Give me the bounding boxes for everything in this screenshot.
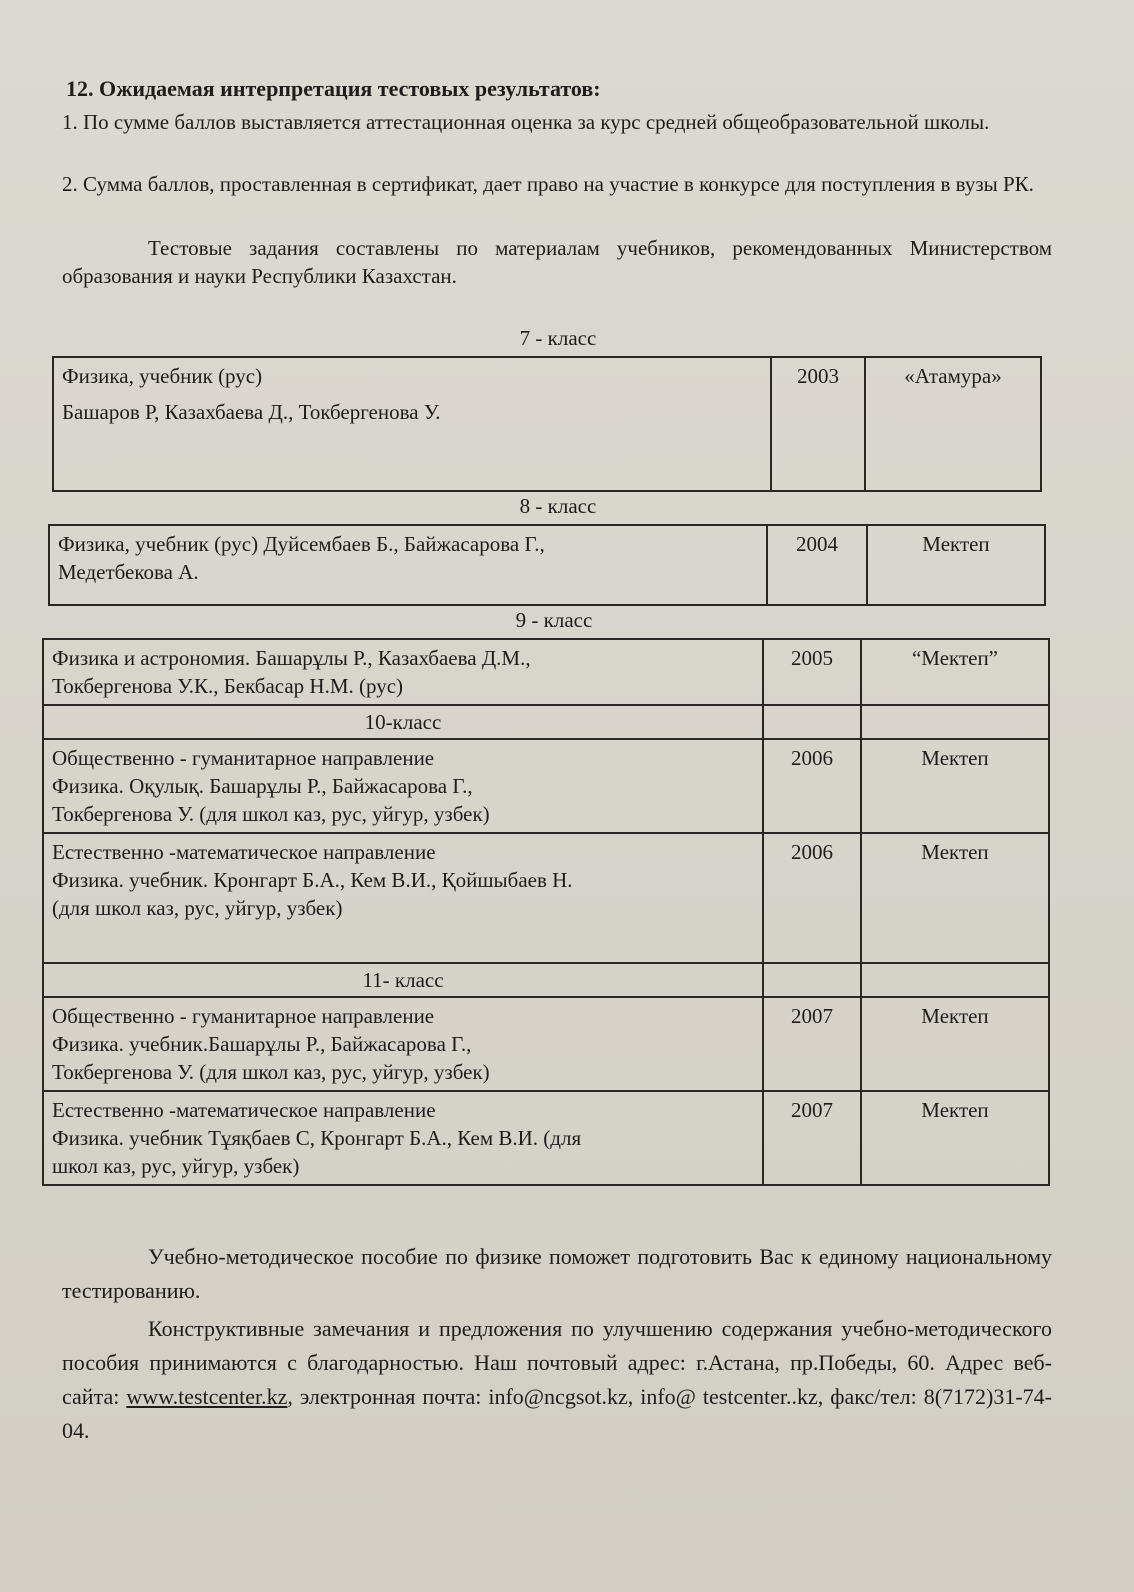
grade-7-label: 7 - класс	[519, 326, 597, 350]
book-year: 2003	[771, 357, 865, 491]
grade-11-header-row	[43, 963, 1049, 997]
grade-8-table	[48, 524, 1046, 606]
book-publisher: Мектеп	[861, 833, 1049, 963]
book-description	[43, 639, 763, 705]
book-authors-line: школ каз, рус, уйгур, узбек)	[52, 1154, 300, 1178]
book-title-line: Физика. учебник.Башарұлы Р., Байжасарова Г.,	[52, 1032, 472, 1056]
book-title-line: Физика и астрономия. Башарұлы Р., Казахбаева Д.М.,	[52, 646, 531, 670]
grade-9-11-table	[42, 638, 1050, 1186]
book-direction-line: Общественно - гуманитарное направление	[52, 746, 435, 770]
table-row	[43, 739, 1049, 833]
interpretation-item-1: 1. По сумме баллов выставляется аттестационная оценка за курс средней общеобразовательной школы.	[62, 110, 990, 134]
closing-paragraph-1: Учебно-методическое пособие по физике поможет подготовить Вас к единому национальному тестированию.	[62, 1244, 1052, 1303]
intro-paragraph: Тестовые задания составлены по материалам учебников, рекомендованных Министерством образования и науки Республики Казахстан.	[62, 236, 1052, 288]
empty-cell	[763, 963, 861, 997]
contact-info: , электронная почта: info@ncgsot.kz, info@ testcenter..kz, факс/тел: 8(7172)31-74-04.	[62, 1384, 1053, 1443]
book-title-line: Физика. учебник. Кронгарт Б.А., Кем В.И., Қойшыбаев Н.	[52, 868, 573, 892]
closing-text: Конструктивные замечания и предложения по улучшению содержания учебно-методического пособия принимаются с благодарностью. Наш почтовый адрес: г.Астана, пр.Победы, 60. Адрес веб-сайта:	[62, 1316, 1052, 1409]
book-direction-line: Общественно - гуманитарное направление	[52, 1004, 435, 1028]
table-row	[43, 639, 1049, 705]
book-year: 2004	[767, 525, 867, 605]
book-authors-line: Медетбекова А.	[58, 560, 199, 584]
table-row	[53, 357, 1041, 491]
table-row	[43, 1091, 1049, 1185]
empty-cell	[861, 963, 1049, 997]
book-year: 2006	[763, 739, 861, 833]
grade-7-table	[52, 356, 1042, 492]
book-authors-line: (для школ каз, рус, уйгур, узбек)	[52, 896, 343, 920]
book-description	[49, 525, 767, 605]
book-title-line: Физика, учебник (рус) Дуйсембаев Б., Байжасарова Г.,	[58, 532, 545, 556]
book-direction-line: Естественно -математическое направление	[52, 840, 436, 864]
book-publisher: Мектеп	[867, 525, 1045, 605]
grade-11-label: 11- класс	[43, 963, 763, 997]
book-publisher: Мектеп	[861, 739, 1049, 833]
grade-8-label: 8 - класс	[519, 494, 597, 518]
book-description	[43, 997, 763, 1091]
book-year: 2006	[763, 833, 861, 963]
closing-paragraph-2	[62, 1312, 1052, 1448]
table-row	[43, 833, 1049, 963]
book-year: 2007	[763, 1091, 861, 1185]
grade-10-label: 10-класс	[43, 705, 763, 739]
book-description	[53, 357, 771, 491]
book-publisher: Мектеп	[861, 997, 1049, 1091]
book-publisher: “Мектеп”	[861, 639, 1049, 705]
book-description	[43, 1091, 763, 1185]
book-title-line: Физика, учебник (рус)	[62, 364, 263, 388]
book-authors-line: Токбергенова У. (для школ каз, рус, уйгур, узбек)	[52, 802, 490, 826]
book-publisher: «Атамура»	[865, 357, 1041, 491]
book-description	[43, 833, 763, 963]
table-row	[49, 525, 1045, 605]
book-year: 2007	[763, 997, 861, 1091]
website-link[interactable]: www.testcenter.kz	[126, 1384, 288, 1409]
book-direction-line: Естественно -математическое направление	[52, 1098, 436, 1122]
empty-cell	[861, 705, 1049, 739]
grade-9-label: 9 - класс	[515, 608, 593, 632]
table-row	[43, 997, 1049, 1091]
book-authors-line: Токбергенова У.К., Бекбасар Н.М. (рус)	[52, 674, 404, 698]
book-description	[43, 739, 763, 833]
book-authors-line: Башаров Р, Казахбаева Д., Токбергенова У.	[62, 400, 441, 424]
book-title-line: Физика. учебник Тұяқбаев С, Кронгарт Б.А., Кем В.И. (для	[52, 1126, 582, 1150]
grade-10-header-row	[43, 705, 1049, 739]
section-heading: 12. Ожидаемая интерпретация тестовых результатов:	[66, 76, 601, 101]
book-authors-line: Токбергенова У. (для школ каз, рус, уйгур, узбек)	[52, 1060, 490, 1084]
book-year: 2005	[763, 639, 861, 705]
book-title-line: Физика. Оқулық. Башарұлы Р., Байжасарова Г.,	[52, 774, 473, 798]
book-publisher: Мектеп	[861, 1091, 1049, 1185]
empty-cell	[763, 705, 861, 739]
interpretation-item-2: 2. Сумма баллов, проставленная в сертификат, дает право на участие в конкурсе для поступления в вузы РК.	[62, 172, 1034, 196]
